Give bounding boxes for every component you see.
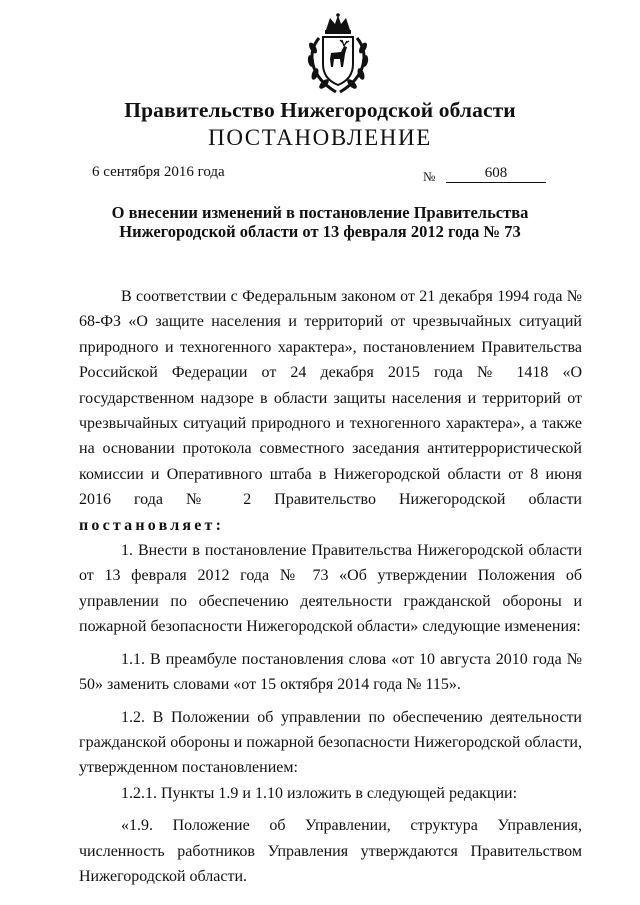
paragraph-item-1: 1. Внести в постановление Правительства Нижегородской области от 13 февраля 2012 года № 73 «Об утверждении Положения об управлении по обеспечению деятельности гражданской обороны и пожарной безопасности Нижегородской области» следующие изменения: xyxy=(79,542,582,636)
document-body xyxy=(79,284,582,889)
document-type: ПОСТАНОВЛЕНИЕ xyxy=(208,125,432,150)
number-label: № xyxy=(423,169,436,184)
coat-of-arms-emblem xyxy=(302,12,374,96)
title-line-2: Нижегородской области от 13 февраля 2012 года № 73 xyxy=(119,222,521,241)
document-number: 608 xyxy=(446,164,546,183)
paragraph-item-1-1: 1.1. В преамбуле постановления слова «от 10 августа 2010 года № 50» заменить словами «от 15 октября 2014 года № 115». xyxy=(79,650,582,694)
document-date: 6 сентября 2016 года xyxy=(92,164,225,180)
paragraph-item-1-2: 1.2. В Положении об управлении по обеспечению деятельности гражданской обороны и пожарной безопасности Нижегородской области, утвержденном постановлением: xyxy=(79,708,582,777)
preamble-paragraph xyxy=(79,284,582,538)
document-title xyxy=(0,203,640,241)
decree-word: постановляет: xyxy=(79,516,225,534)
government-name: Правительство Нижегородской области xyxy=(124,98,516,122)
paragraph-item-1-2-1: 1.2.1. Пункты 1.9 и 1.10 изложить в следующей редакции: xyxy=(121,784,518,802)
title-line-1: О внесении изменений в постановление Правительства xyxy=(111,203,529,222)
preamble-text: В соответствии с Федеральным законом от 21 декабря 1994 года № 68-ФЗ «О защите населения и территорий от чрезвычайных ситуаций природного и техногенного характера», постановлением Правительства Российской Федерации от 24 декабря 2015 года № 1418 «О государственном надзоре в области защиты населения и территорий от чрезвычайных ситуаций природного и техногенного характера», а также на основании протокола совместного заседания антитеррористической комиссии и Оперативного штаба в Нижегородской области от 8 июня 2016 года № 2 Правительство Нижегородской области xyxy=(79,288,582,509)
paragraph-quote-1-9: «1.9. Положение об Управлении, структура Управления, численность работников Управления утверждаются Правительством Нижегородской области. xyxy=(79,817,582,885)
